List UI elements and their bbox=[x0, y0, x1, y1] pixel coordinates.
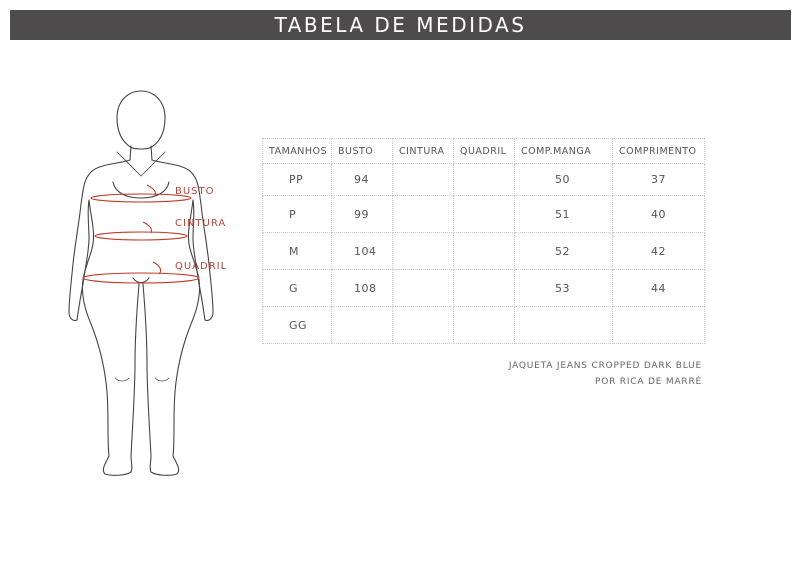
comprimento-cell: 42 bbox=[613, 233, 705, 270]
comprimento-cell bbox=[613, 307, 705, 344]
busto-cell: 99 bbox=[332, 196, 393, 233]
quadril-label: QUADRIL bbox=[175, 261, 228, 272]
quadril-cell bbox=[454, 233, 515, 270]
manga-cell: 52 bbox=[515, 233, 613, 270]
header-bar bbox=[10, 10, 791, 40]
header-busto: BUSTO bbox=[332, 139, 393, 164]
figure-leg-right-inner bbox=[143, 284, 151, 456]
header-comprimento: COMPRIMENTO bbox=[613, 139, 705, 164]
comprimento-cell: 37 bbox=[613, 164, 705, 196]
quadril-cell bbox=[454, 164, 515, 196]
figure-chest bbox=[113, 182, 169, 198]
cintura-cell bbox=[393, 196, 454, 233]
manga-cell: 50 bbox=[515, 164, 613, 196]
size-cell: G bbox=[263, 270, 332, 307]
quadril-cell bbox=[454, 196, 515, 233]
manga-cell bbox=[515, 307, 613, 344]
size-cell: M bbox=[263, 233, 332, 270]
figure-foot-left bbox=[103, 456, 132, 475]
table-row bbox=[263, 270, 705, 307]
table-row bbox=[263, 307, 705, 344]
comprimento-cell: 44 bbox=[613, 270, 705, 307]
size-cell: P bbox=[263, 196, 332, 233]
quadril-cell bbox=[454, 270, 515, 307]
product-footnote bbox=[509, 358, 702, 390]
manga-cell: 51 bbox=[515, 196, 613, 233]
header-cintura: CINTURA bbox=[393, 139, 454, 164]
cintura-cell bbox=[393, 233, 454, 270]
figure-head bbox=[117, 91, 165, 149]
quadril-arrow-icon bbox=[153, 262, 161, 274]
size-cell: PP bbox=[263, 164, 332, 196]
header-tamanhos: TAMANHOS bbox=[263, 139, 332, 164]
page-title: TABELA DE MEDIDAS bbox=[274, 13, 527, 37]
table-header-row bbox=[263, 139, 705, 164]
comprimento-cell: 40 bbox=[613, 196, 705, 233]
cintura-arrow-icon bbox=[143, 222, 152, 233]
cintura-cell bbox=[393, 164, 454, 196]
figure-foot-right bbox=[150, 456, 179, 475]
cintura-measure-line bbox=[95, 232, 187, 240]
size-table bbox=[262, 138, 705, 344]
quadril-cell bbox=[454, 307, 515, 344]
header-comp-manga: COMP.MANGA bbox=[515, 139, 613, 164]
product-name: JAQUETA JEANS CROPPED DARK BLUE bbox=[508, 361, 702, 371]
product-brand: POR RICA DE MARRÉ bbox=[594, 377, 702, 387]
table-row bbox=[263, 233, 705, 270]
busto-cell: 108 bbox=[332, 270, 393, 307]
figure-torso-right bbox=[152, 160, 213, 321]
cintura-cell bbox=[393, 307, 454, 344]
header-quadril: QUADRIL bbox=[454, 139, 515, 164]
busto-cell: 104 bbox=[332, 233, 393, 270]
figure-leg-left-inner bbox=[131, 284, 139, 456]
figure-torso-left bbox=[69, 160, 130, 321]
manga-cell: 53 bbox=[515, 270, 613, 307]
quadril-measure-line bbox=[83, 273, 199, 283]
busto-cell bbox=[332, 307, 393, 344]
table-row bbox=[263, 196, 705, 233]
size-cell: GG bbox=[263, 307, 332, 344]
cintura-cell bbox=[393, 270, 454, 307]
table-row bbox=[263, 164, 705, 196]
cintura-label: CINTURA bbox=[175, 218, 227, 229]
figure-crotch bbox=[133, 278, 149, 283]
body-figure-illustration bbox=[55, 88, 235, 478]
busto-label: BUSTO bbox=[175, 186, 215, 197]
busto-cell: 94 bbox=[332, 164, 393, 196]
